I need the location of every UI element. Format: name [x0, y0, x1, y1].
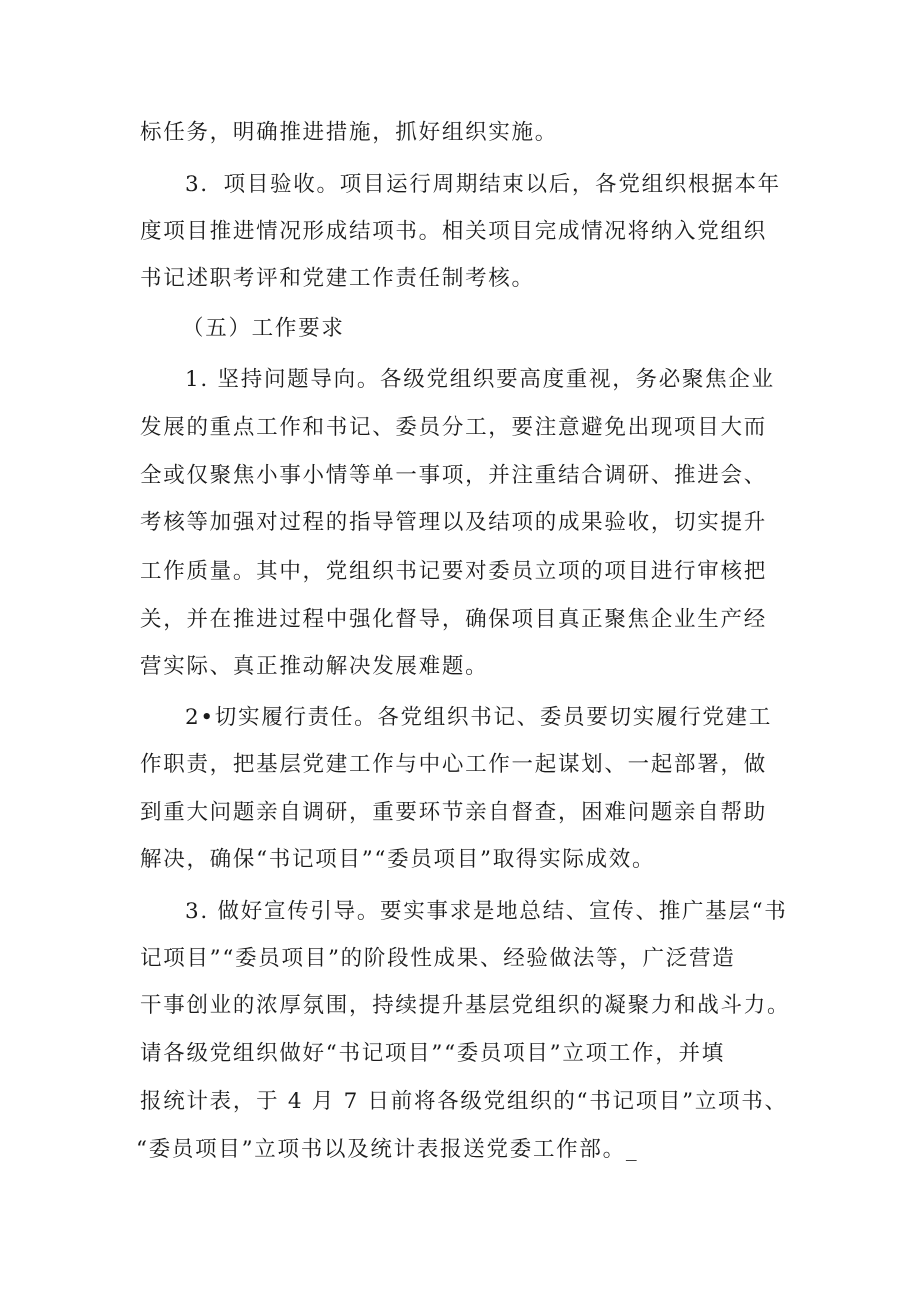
- paragraph-line: 书记述职考评和党建工作责任制考核。: [140, 266, 535, 291]
- paragraph-line: “委员项目”立项书以及统计表报送党委工作部。_: [136, 1137, 639, 1162]
- paragraph-line: 发展的重点工作和书记、委员分工，要注意避免出现项目大而: [140, 415, 767, 440]
- paragraph-line: 标任务，明确推进措施，抓好组织实施。: [140, 120, 558, 145]
- paragraph-line: 度项目推进情况形成结项书。相关项目完成情况将纳入党组织: [140, 219, 767, 244]
- section-heading: （五）工作要求: [182, 316, 345, 341]
- paragraph-line: 请各级党组织做好“书记项目”“委员项目”立项工作，并填: [140, 1041, 725, 1066]
- paragraph-line: 考核等加强对过程的指导管理以及结项的成果验收，切实提升: [140, 510, 767, 535]
- paragraph-line: 作职责，把基层党建工作与中心工作一起谋划、一起部署，做: [140, 752, 767, 777]
- paragraph-line: 3. 做好宣传引导。要实事求是地总结、宣传、推广基层“书: [185, 899, 788, 924]
- paragraph-line: 2•切实履行责任。各党组织书记、委员要切实履行党建工: [185, 705, 773, 730]
- paragraph-line: 报统计表，于 4 月 7 日前将各级党组织的“书记项目”立项书、: [140, 1089, 788, 1114]
- paragraph-line: 营实际、真正推动解决发展难题。: [140, 654, 489, 679]
- paragraph-line: 全或仅聚焦小事小情等单一事项，并注重结合调研、推进会、: [140, 463, 767, 488]
- paragraph-line: 关，并在推进过程中强化督导，确保项目真正聚焦企业生产经: [140, 607, 767, 632]
- paragraph-line: 记项目”“委员项目”的阶段性成果、经验做法等，广泛营造: [140, 946, 736, 971]
- paragraph-line: 干事创业的浓厚氛围，持续提升基层党组织的凝聚力和战斗力。: [140, 993, 791, 1018]
- paragraph-line: 1. 坚持问题导向。各级党组织要高度重视，务必聚焦企业: [185, 367, 775, 392]
- paragraph-line: 3．项目验收。项目运行周期结束以后，各党组织根据本年: [185, 172, 781, 197]
- paragraph-line: 解决，确保“书记项目”“委员项目”取得实际成效。: [140, 847, 656, 872]
- paragraph-line: 到重大问题亲自调研，重要环节亲自督查，困难问题亲自帮助: [140, 800, 767, 825]
- paragraph-line: 工作质量。其中，党组织书记要对委员立项的项目进行审核把: [140, 559, 767, 584]
